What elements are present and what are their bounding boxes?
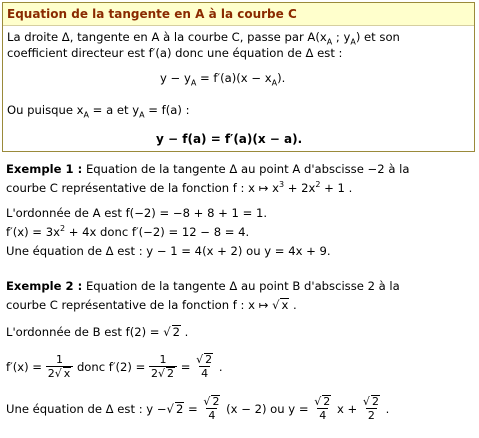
example-2-tangent-equation: Une équation de Δ est : y −√ 2 = $\frac{√ 2}{4}$ (x − 2) ou y = $\frac{√ 2}{4}$ x + $\frac{√ 2}{2}$ . [6,395,390,422]
example-1-line-3: L'ordonnée de A est f(−2) = −8 + 8 + 1 = 1. [6,206,268,220]
box-title: Equation de la tangente en A à la courbe C [3,3,474,26]
example-2-label: Exemple 2 : [6,279,83,293]
tangent-equation: $y - y_A = f'(a)(x - x_A)$. [160,71,286,88]
definition-box [2,2,475,152]
example-1-line-2: courbe C représentative de la fonction f : x ↦ $x^3 + 2x^2 + 1$ . [6,180,353,195]
box-line-3: Ou puisque $x_A = a$ et $y_A = f(a)$ : [7,103,190,120]
box-line-2: coefficient directeur est f′(a) donc une équation de Δ est : [7,46,343,60]
example-2-line-3: L'ordonnée de B est f(2) = √ 2 . [6,325,189,339]
example-1-line-5: Une équation de Δ est : y − 1 = 4(x + 2) ou y = 4x + 9. [6,244,331,258]
example-1-line-1: Exemple 1 : Equation de la tangente Δ au point A d'abscisse −2 à la [6,162,410,176]
box-line-1: La droite Δ, tangente en A à la courbe C, passe par $A(x_A$ ; $y_A$) et son [7,30,400,47]
example-2-line-1: Exemple 2 : Equation de la tangente Δ au point B d'abscisse 2 à la [6,279,400,293]
tangent-equation-final: y − f(a) = f′(a)(x − a). [156,132,303,146]
example-1-line-4: $f'(x) = 3x^2 + 4x$ donc f′(−2) = 12 − 8 = 4. [6,224,250,239]
example-2-derivative: f′(x) = $\frac{1}{2√ x}$ donc f′(2) = $\frac{1}{2√ 2}$ = $\frac{√ 2}{4}$ . [6,353,223,380]
example-1-label: Exemple 1 : [6,162,83,176]
example-2-line-2: courbe C représentative de la fonction f : x ↦ √ x . [6,298,297,312]
